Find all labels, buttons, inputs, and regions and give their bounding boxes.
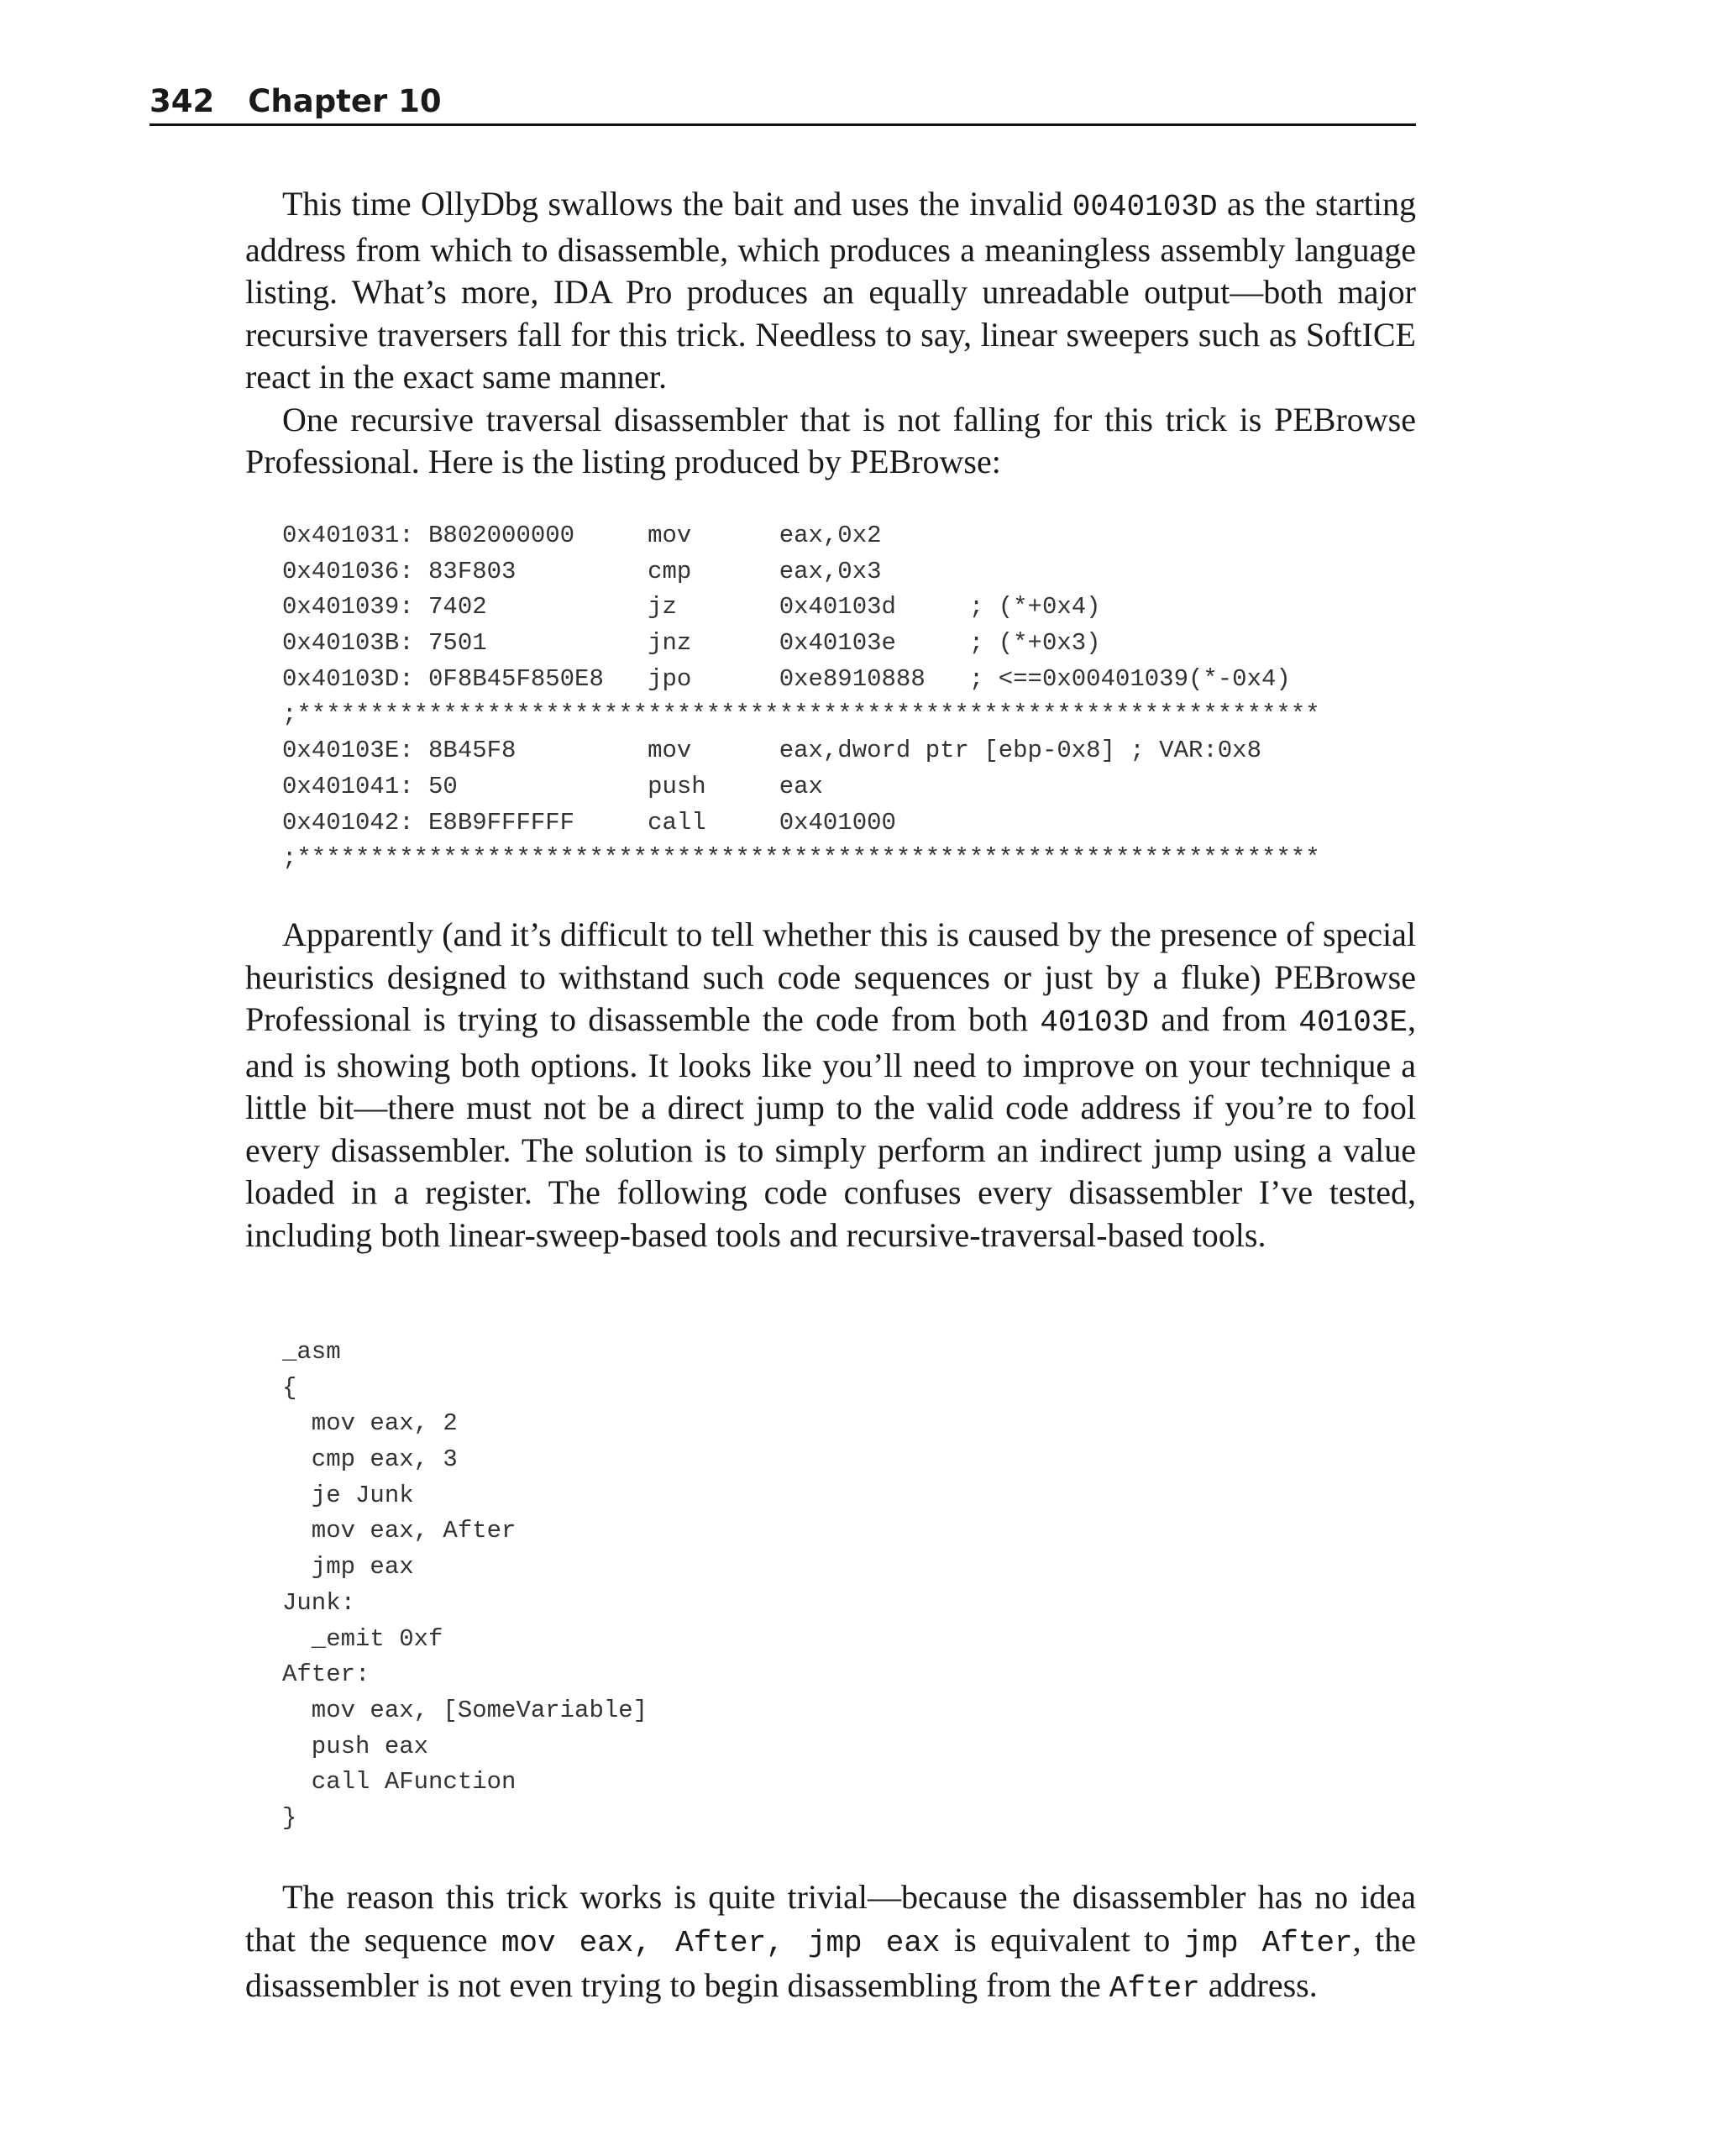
code-line: _emit 0xf	[282, 1624, 443, 1653]
running-header	[149, 82, 1416, 121]
inline-code-address: 0040103D	[1072, 190, 1218, 224]
code-line: call AFunction	[282, 1768, 517, 1797]
code-line: 0x40103E: 8B45F8 mov eax,dword ptr [ebp-0x8] ; VAR:0x8	[282, 737, 1261, 765]
code-line: cmp eax, 3	[282, 1445, 458, 1474]
code-listing-pebrowse	[282, 518, 1320, 877]
code-line: _asm	[282, 1338, 341, 1366]
paragraph-2: One recursive traversal disassembler that is not falling for this trick is PEBrowse Professional. Here is the listing produced by PEBrowse:	[245, 400, 1416, 480]
code-line: push eax	[282, 1732, 429, 1760]
paragraph-4: The reason this trick works is quite trivial—because the disassembler has no idea that the sequence mov eax, After, jmp eax is equivalent to jmp After, the disassembler is not even trying to begin disassembling from the After address.	[245, 1878, 1416, 2006]
body-section-1	[245, 183, 1416, 484]
code-line: mov eax, 2	[282, 1409, 458, 1438]
paragraph-1: This time OllyDbg swallows the bait and uses the invalid 0040103D as the starting address from which to disassemble, which produces a meaningless assembly language listing. What’s more, IDA Pro produces an equally unreadable output—both major recursive traversers fall for this trick. Needless to say, linear sweepers such as SoftICE react in the exact same manner.	[245, 185, 1417, 396]
code-line: }	[282, 1803, 297, 1832]
body-section-3	[245, 1876, 1416, 2011]
inline-code: After	[1109, 1971, 1200, 2006]
code-line: je Junk	[282, 1481, 414, 1509]
code-separator: ;**********************************************************************	[282, 700, 1320, 729]
header-rule	[149, 123, 1416, 126]
code-listing-asm	[282, 1335, 648, 1837]
inline-code: jmp After	[1183, 1925, 1353, 1960]
code-line: 0x40103B: 7501 jnz 0x40103e ; (*+0x3)	[282, 629, 1101, 658]
code-line: 0x401031: B802000000 mov eax,0x2	[282, 522, 882, 549]
code-line: 0x401036: 83F803 cmp eax,0x3	[282, 557, 882, 585]
code-line: 0x401041: 50 push eax	[282, 772, 823, 800]
code-line: mov eax, After	[282, 1517, 517, 1545]
paragraph-3: Apparently (and it’s difficult to tell whether this is caused by the presence of special heuristics designed to withstand such code sequences or just by a fluke) PEBrowse Professional is trying to disassemble the code from both 40103D and from 40103E, and is showing both options. It looks like you’ll need to improve on your technique a little bit—there must not be a direct jump to the valid code address if you’re to fool every disassembler. The solution is to simply perform an indirect jump using a value loaded in a register. The following code confuses every disassembler I’ve tested, including both linear-sweep-based tools and recursive-traversal-based tools.	[245, 915, 1417, 1254]
page-number: 342	[149, 83, 215, 119]
code-line: mov eax, [SomeVariable]	[282, 1696, 648, 1724]
code-line: Junk:	[282, 1588, 356, 1617]
code-line: 0x401042: E8B9FFFFFF call 0x401000	[282, 808, 896, 837]
code-line: jmp eax	[282, 1553, 414, 1582]
code-separator: ;**********************************************************************	[282, 844, 1320, 873]
code-line: 0x40103D: 0F8B45F850E8 jpo 0xe8910888 ; <==0x00401039(*-0x4)	[282, 664, 1291, 693]
inline-code: 40103D	[1040, 1005, 1149, 1040]
chapter-title: Chapter 10	[248, 83, 442, 119]
body-section-2	[245, 914, 1416, 1256]
code-line: 0x401039: 7402 jz 0x40103d ; (*+0x4)	[282, 593, 1101, 622]
code-line: {	[282, 1373, 297, 1402]
inline-code: 40103E	[1298, 1005, 1408, 1040]
code-line: After:	[282, 1660, 370, 1689]
inline-code: mov eax, After, jmp eax	[501, 1925, 941, 1960]
